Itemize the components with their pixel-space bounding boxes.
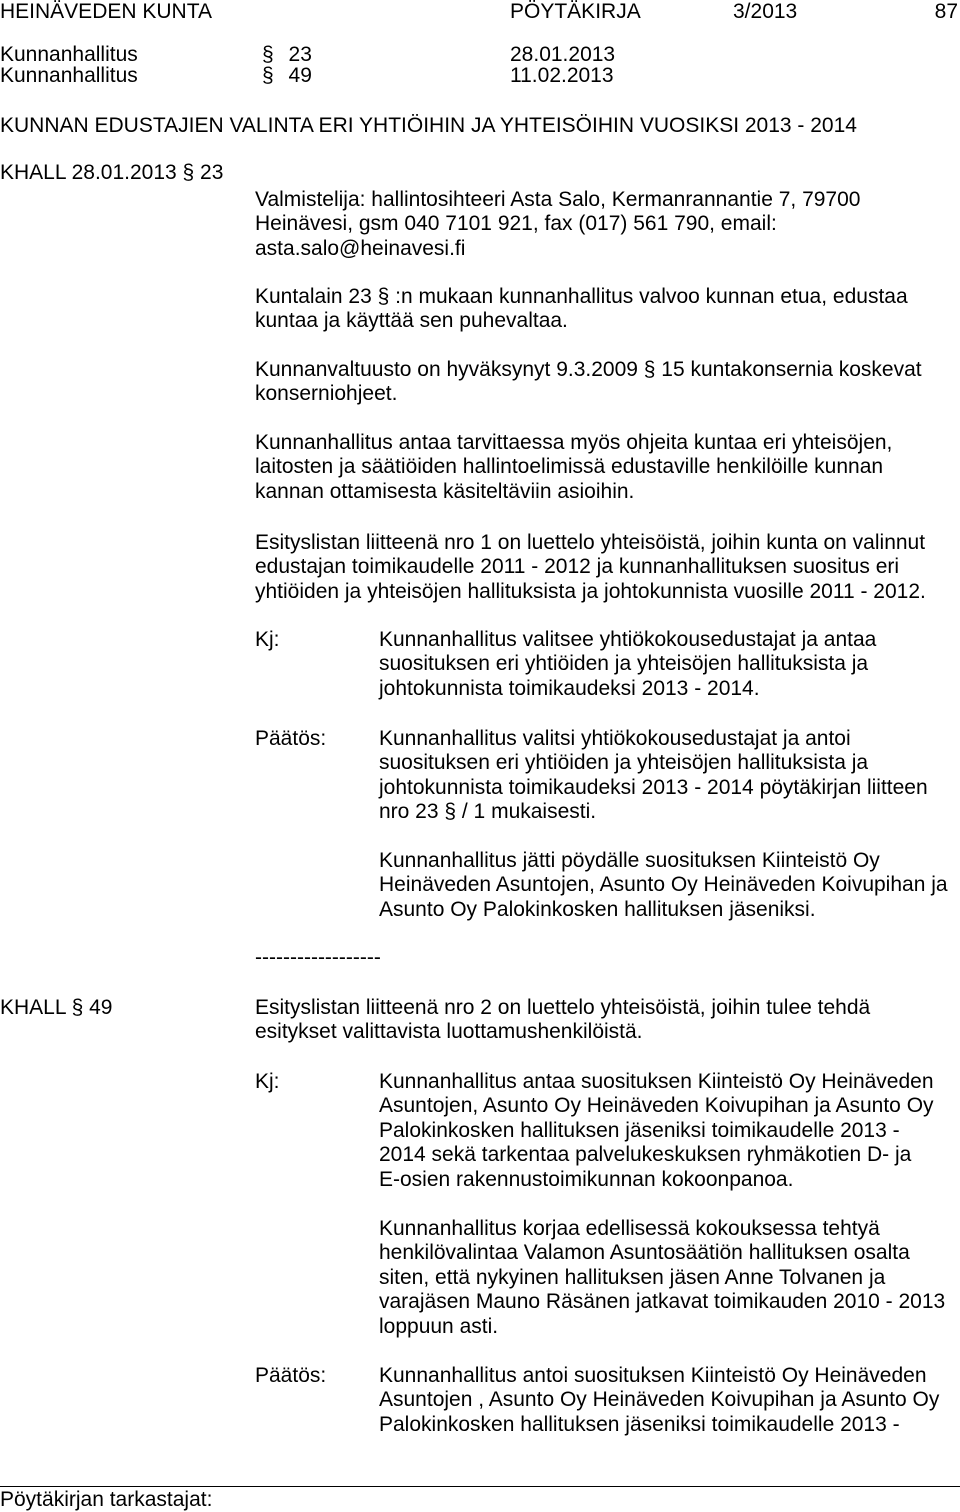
meeting-section: § 49 [262, 64, 312, 87]
text-line: suosituksen eri yhtiöiden ja yhteisöjen hallituksista ja [379, 751, 869, 775]
text-line: Asunto Oy Palokinkosken hallituksen jäseniksi. [379, 897, 816, 921]
text-line: varajäsen Mauno Räsänen jatkavat toimikauden 2010 - 2013 [379, 1290, 946, 1314]
text-line: konserniohjeet. [255, 382, 398, 406]
text-line: Palokinkosken hallituksen jäseniksi toimikaudelle 2013 - [379, 1412, 900, 1436]
text-line: Kunnanhallitus antoi suosituksen Kiinteistö Oy Heinäveden [379, 1364, 927, 1387]
section-reference: KHALL § 49 [0, 996, 113, 1019]
footer-reviewers-label: Pöytäkirjan tarkastajat: [0, 1488, 213, 1511]
text-line: Kunnanhallitus valitsi yhtiökokousedustajat ja antoi [379, 727, 851, 750]
text-line: 2014 sekä tarkentaa palvelukeskuksen ryhmäkotien D- ja [379, 1143, 912, 1167]
text-line: Valmistelija: hallintosihteeri Asta Salo, Kermanrannantie 7, 79700 [255, 188, 861, 211]
correction-paragraph [379, 1217, 945, 1339]
organization-name: HEINÄVEDEN KUNTA [0, 0, 212, 23]
text-line: Esityslistan liitteenä nro 2 on luettelo yhteisöistä, joihin tulee tehdä [255, 996, 871, 1019]
text-line: kuntaa ja käyttää sen puhevaltaa. [255, 309, 568, 333]
meeting-body: Kunnanhallitus [0, 64, 138, 87]
text-line: loppuun asti. [379, 1314, 499, 1338]
decision-label: Päätös: [255, 727, 327, 750]
appendix-paragraph [255, 996, 870, 1045]
text-line: johtokunnista toimikaudeksi 2013 - 2014. [379, 676, 760, 700]
text-line: Kunnanhallitus antaa suosituksen Kiinteistö Oy Heinäveden [379, 1070, 934, 1093]
text-line: Kunnanvaltuusto on hyväksynyt 9.3.2009 § 15 kuntakonsernia koskevat [255, 358, 922, 381]
text-line: henkilövalintaa Valamon Asuntosäätiön hallituksen osalta [379, 1241, 910, 1265]
text-line: Heinäveden Asuntojen, Asunto Oy Heinäveden Koivupihan ja [379, 873, 948, 897]
text-line: Kuntalain 23 § :n mukaan kunnanhallitus valvoo kunnan etua, edustaa [255, 285, 908, 308]
text-line: laitosten ja säätiöiden hallintoelimissä edustaville henkilöille kunnan [255, 455, 884, 479]
page-number: 87 [934, 0, 958, 23]
text-line: Kunnanhallitus jätti pöydälle suosituksen Kiinteistö Oy [379, 849, 880, 872]
text-line: Kunnanhallitus valitsee yhtiökokousedustajat ja antaa [379, 628, 877, 651]
text-line: Asuntojen, Asunto Oy Heinäveden Koivupihan ja Asunto Oy [379, 1094, 934, 1118]
text-line: yhtiöiden ja yhteisöjen hallituksista ja johtokunnista vuosille 2011 - 2012. [255, 579, 926, 603]
footer-divider [0, 1486, 960, 1487]
instructions-paragraph [255, 431, 892, 504]
text-line: Heinävesi, gsm 040 7101 921, fax (017) 561 790, email: [255, 212, 777, 236]
text-line: E-osien rakennustoimikunnan kokoonpanoa. [379, 1167, 794, 1191]
text-line: Esityslistan liitteenä nro 1 on luettelo yhteisöistä, joihin kunta on valinnut [255, 531, 926, 554]
text-line: johtokunnista toimikaudeksi 2013 - 2014 pöytäkirjan liitteen [379, 775, 928, 799]
document-type: PÖYTÄKIRJA [510, 0, 641, 23]
section-reference: KHALL 28.01.2013 § 23 [0, 161, 224, 184]
decision-paragraph [379, 1364, 939, 1437]
text-line: edustajan toimikaudelle 2011 - 2012 ja kunnanhallituksen suositus eri [255, 555, 900, 579]
text-line: Kunnanhallitus antaa tarvittaessa myös ohjeita kuntaa eri yhteisöjen, [255, 431, 893, 454]
municipal-act-paragraph [255, 285, 908, 334]
text-line: Asuntojen , Asunto Oy Heinäveden Koivupihan ja Asunto Oy [379, 1388, 940, 1412]
decision-paragraph [379, 727, 928, 825]
meeting-date: 28.01.2013 [510, 43, 616, 66]
tabled-paragraph [379, 849, 948, 922]
section-separator: ------------------ [255, 946, 381, 969]
text-line: siten, että nykyinen hallituksen jäsen Anne Tolvanen ja [379, 1265, 886, 1289]
group-guidelines-paragraph [255, 358, 922, 407]
proposal-label: Kj: [255, 1070, 280, 1093]
text-line: suosituksen eri yhtiöiden ja yhteisöjen hallituksista ja [379, 652, 869, 676]
text-line: Palokinkosken hallituksen jäseniksi toimikaudelle 2013 - [379, 1118, 900, 1142]
text-line: Kunnanhallitus korjaa edellisessä kokouksessa tehtyä [379, 1217, 880, 1240]
proposal-paragraph [379, 1070, 934, 1192]
meeting-body: Kunnanhallitus [0, 43, 138, 66]
text-line: nro 23 § / 1 mukaisesti. [379, 800, 597, 824]
appendix-paragraph [255, 531, 926, 604]
meeting-date: 11.02.2013 [510, 64, 614, 87]
document-number: 3/2013 [733, 0, 798, 23]
decision-label: Päätös: [255, 1364, 327, 1387]
preparer-paragraph [255, 188, 860, 261]
text-line: asta.salo@heinavesi.fi [255, 236, 466, 260]
proposal-paragraph [379, 628, 876, 701]
meeting-section: § 23 [262, 43, 312, 66]
text-line: esitykset valittavista luottamushenkilöistä. [255, 1020, 643, 1044]
proposal-label: Kj: [255, 628, 280, 651]
text-line: kannan ottamisesta käsiteltäviin asioihin. [255, 479, 635, 503]
page-title: KUNNAN EDUSTAJIEN VALINTA ERI YHTIÖIHIN JA YHTEISÖIHIN VUOSIKSI 2013 - 2014 [0, 114, 857, 137]
